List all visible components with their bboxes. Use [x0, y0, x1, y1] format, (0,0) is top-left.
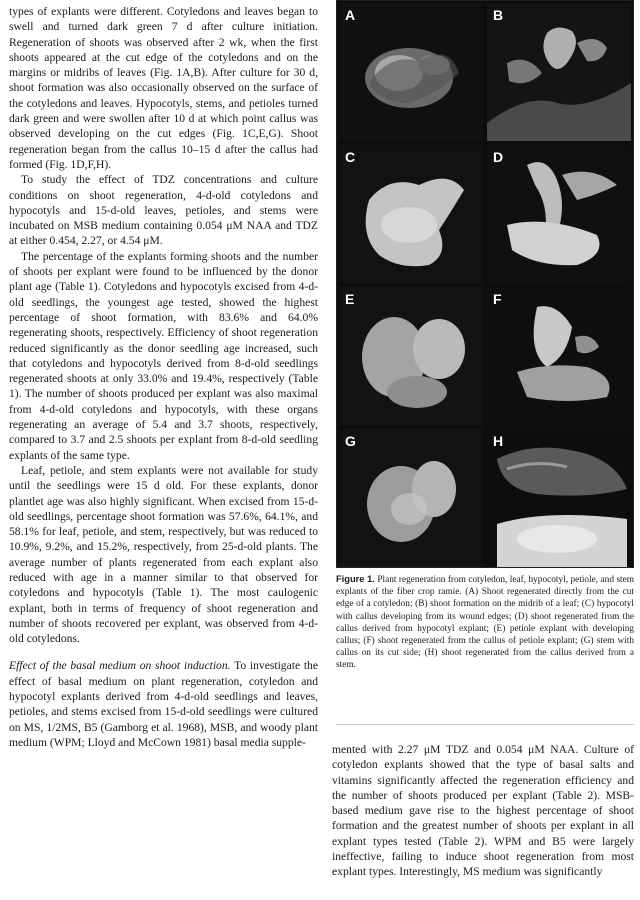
paragraph: Leaf, petiole, and stem explants were not available for study until the seedlings were 15 d old. For these explants, donor plantlet age was also highly significant. When excised from 15-d-old seedlings, percentage shoot formation was 57.6%, 64.1%, and 58.1% for leaf, petiole, and stem, respectively, but was reduced to 10.9%, 9.2%, and 15.2%, respectively, from 25-d-old plants. The average number of plants regenerated from each explant also reduced with age in a manner similar to that observed for cotyledons and hypocotyls (Table 1). The most caulogenic explant, both in terms of frequency of shoot regeneration and number of shoots recovered per explant, was observed from 4-d-old cotyledons.	[9, 463, 318, 646]
divider	[336, 724, 634, 725]
panel-photo	[487, 3, 631, 141]
paragraph: To study the effect of TDZ concentrations and culture conditions on shoot regeneration, 4-d-old cotyledons and hypocotyls and 15-d-old leaves, petioles, and stems were incubated on MSB medium containing 0.054 μM NAA and TDZ at either 0.454, 2.27, or 4.54 μM.	[9, 173, 318, 248]
paragraph: The percentage of the explants forming shoots and the number of shoots per explant were found to be influenced by the donor plant age (Table 1). Cotyledons and hypocotyls excised from 4-d-old seedlings, the youngest age tested, showed the highest percentage of shoot formation, with 83.6% and 64.0% regenerating shoots, respectively. Efficiency of shoot regeneration reduced significantly as the donor seedling age increased, such that cotyledons and hypocotyls derived from 8-d-old seedlings regenerated shoots at only 33.0% and 19.4%, respectively (Table 1). The number of shoots produced per explant was also maximal from 4-d-old cotyledons and hypocotyls, with these organs regenerating an average of 5.4 and 3.7 shoots, respectively, compared to 3.7 and 2.5 shoots per explant from 8-d-old seedling explants of the same type.	[9, 249, 318, 462]
caption-label: Figure 1.	[336, 574, 375, 584]
panel-photo	[339, 429, 483, 567]
left-column	[9, 4, 318, 750]
panel-photo	[487, 145, 631, 283]
figure-panel-d	[487, 145, 631, 283]
panel-letter: F	[493, 291, 502, 307]
panel-letter: H	[493, 433, 504, 449]
panel-letter: B	[493, 7, 504, 23]
paragraph: types of explants were different. Cotyledons and leaves began to swell and turned dark green 7 d after culture initiation. Regeneration of shoots was observed after 2 wk, when the first shoots appeared at the cut edge of the cotyledons and on the margins or midribs of leaves (Fig. 1A,B). After culture for 30 d, shoot formation was also occasionally observed on the surface of the cotyledons and leaves. Hypocotyls, stems, and petioles turned dark green and were swollen after 10 d at which point callus was observed developing on the cut edges (Fig. 1C,E,G). Shoot regeneration began from the callus 10–15 d after the callus had formed (Fig. 1D,F,H).	[9, 5, 318, 171]
paragraph: mented with 2.27 μM TDZ and 0.054 μM NAA. Culture of cotyledon explants showed that the type of basal salts and vitamins significantly affected the regeneration efficiency and the number of shoots produced per explant (Table 2). MSB-based medium gave rise to the highest percentage of shoot formation and the greatest number of shoots per explant in all explant types tested (Table 2). WPM and B5 were largely ineffective, failing to induce shoot regeneration from most explant types. Interestingly, MS medium was significantly	[332, 743, 634, 879]
figure-1-photo-grid	[336, 0, 634, 568]
figure-panel-a	[339, 3, 483, 141]
panel-letter: D	[493, 149, 504, 165]
paragraph-text: To investigate the effect of basal medium on plant regeneration, cotyledon and hypocotyl explants derived from 4-d-old seedlings and leaves, petioles, and stems excised from 15-d-old seedlings were cultured on MS, 1/2MS, B5 (Gamborg et al. 1968), MSB, and woody plant medium (WPM; Lloyd and McCown 1981) basal media supple-	[9, 659, 318, 749]
section-heading: Effect of the basal medium on shoot induction.	[9, 659, 231, 673]
figure-caption	[336, 573, 634, 672]
panel-letter: A	[345, 7, 356, 23]
paragraph-section	[9, 658, 318, 750]
panel-photo	[339, 145, 483, 283]
right-column	[332, 742, 634, 880]
figure-panel-g	[339, 429, 483, 567]
panel-letter: G	[345, 433, 356, 449]
panel-letter: E	[345, 291, 355, 307]
panel-photo	[339, 287, 483, 425]
figure-panel-h	[487, 429, 631, 567]
figure-panel-c	[339, 145, 483, 283]
figure-panel-f	[487, 287, 631, 425]
panel-photo	[339, 3, 483, 141]
panel-letter: C	[345, 149, 356, 165]
panel-photo	[487, 287, 631, 425]
figure-panel-e	[339, 287, 483, 425]
caption-text: Plant regeneration from cotyledon, leaf, hypocotyl, petiole, and stem explants of the fiber crop ramie. (A) Shoot regenerated directly from the cut edge of a cotyledon; (B) shoot formation on the midrib of a leaf; (C) hypocotyl with callus developing from its wound edges; (D) shoot regenerated from the callus derived from hypocotyl explant; (E) petiole explant with developing callus; (F) shoot regenerated from the callus of petiole explant; (G) stem with callus on its cut side; (H) shoot regenerated from the callus derived from a stem.	[336, 575, 634, 671]
panel-photo	[487, 429, 631, 567]
figure-panel-b	[487, 3, 631, 141]
